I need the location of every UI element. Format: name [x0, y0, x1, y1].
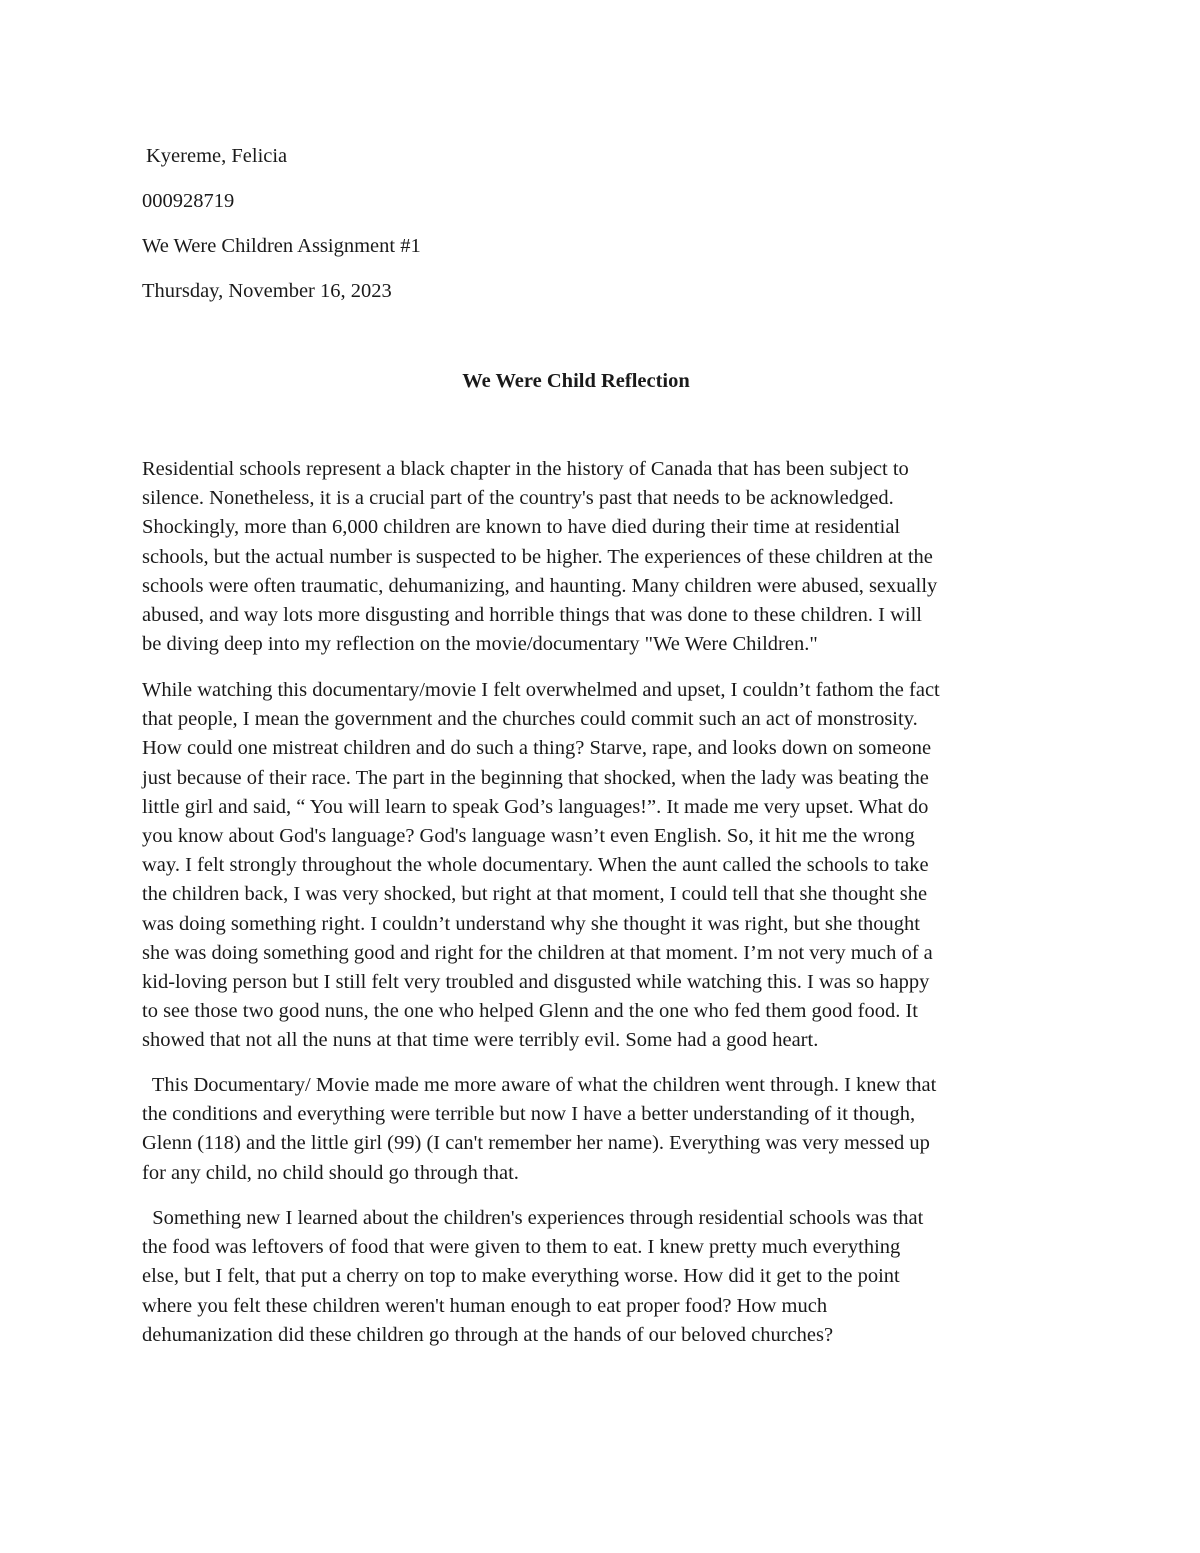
- paragraph-line: Shockingly, more than 6,000 children are known to have died during their time at residential: [142, 516, 901, 539]
- paragraph-line: This Documentary/ Movie made me more aware of what the children went through. I knew that: [142, 1074, 937, 1096]
- paragraph-line: schools were often traumatic, dehumanizing, and haunting. Many children were abused, sexually: [142, 574, 938, 597]
- paragraph-line: Something new I learned about the children's experiences through residential schools was that: [142, 1207, 924, 1229]
- assignment-title: We Were Children Assignment #1: [142, 235, 421, 257]
- paragraph-line: to see those two good nuns, the one who helped Glenn and the one who fed them good food. It: [142, 1000, 918, 1023]
- paragraph-learning: [142, 1204, 1102, 1350]
- paragraph-awareness: [142, 1071, 1102, 1188]
- paragraph-line: little girl and said, “ You will learn to speak God’s languages!”. It made me very upset. What do: [142, 795, 929, 818]
- paragraph-line: you know about God's language? God's language wasn’t even English. So, it hit me the wrong: [142, 825, 915, 848]
- paragraph-line: While watching this documentary/movie I felt overwhelmed and upset, I couldn’t fathom the fact: [142, 679, 940, 701]
- paragraph-line: where you felt these children weren't human enough to eat proper food? How much: [142, 1294, 828, 1317]
- submission-date: Thursday, November 16, 2023: [142, 280, 392, 302]
- paragraph-line: showed that not all the nuns at that time were terribly evil. Some had a good heart.: [142, 1029, 819, 1052]
- paragraph-line: was doing something right. I couldn’t understand why she thought it was right, but she thought: [142, 912, 920, 935]
- document-title: We Were Child Reflection: [462, 370, 690, 392]
- paragraph-line: silence. Nonetheless, it is a crucial part of the country's past that needs to be acknowledged.: [142, 487, 894, 510]
- paragraph-line: dehumanization did these children go through at the hands of our beloved churches?: [142, 1323, 834, 1346]
- paragraph-line: kid-loving person but I still felt very troubled and disgusted while watching this. I was so happy: [142, 971, 930, 994]
- paragraph-line: the food was leftovers of food that were given to them to eat. I knew pretty much everything: [142, 1236, 901, 1259]
- paragraph-line: that people, I mean the government and the churches could commit such an act of monstrosity.: [142, 708, 918, 731]
- paragraph-line: just because of their race. The part in the beginning that shocked, when the lady was beating the: [142, 766, 929, 789]
- paragraph-line: be diving deep into my reflection on the movie/documentary "We Were Children.": [142, 633, 818, 656]
- student-id: 000928719: [142, 190, 235, 212]
- paragraph-line: abused, and way lots more disgusting and horrible things that was done to these children. I will: [142, 604, 922, 627]
- paragraph-line: Glenn (118) and the little girl (99) (I can't remember her name). Everything was very messed up: [142, 1132, 930, 1155]
- paragraph-line: the conditions and everything were terrible but now I have a better understanding of it though,: [142, 1103, 916, 1126]
- paragraph-line: she was doing something good and right for the children at that moment. I’m not very much of a: [142, 941, 933, 964]
- paragraph-reaction: [142, 676, 1102, 1056]
- paragraph-line: the children back, I was very shocked, but right at that moment, I could tell that she thought she: [142, 883, 928, 906]
- paragraph-line: How could one mistreat children and do such a thing? Starve, rape, and looks down on someone: [142, 737, 932, 760]
- paragraph-line: for any child, no child should go through that.: [142, 1161, 519, 1184]
- paragraph-line: Residential schools represent a black chapter in the history of Canada that has been subject to: [142, 458, 909, 480]
- paragraph-line: schools, but the actual number is suspected to be higher. The experiences of these children at the: [142, 545, 933, 568]
- student-name: Kyereme, Felicia: [146, 145, 288, 167]
- paragraph-intro: [142, 455, 1102, 659]
- paragraph-line: else, but I felt, that put a cherry on top to make everything worse. How did it get to the point: [142, 1265, 900, 1288]
- paragraph-line: way. I felt strongly throughout the whole documentary. When the aunt called the schools to take: [142, 854, 929, 877]
